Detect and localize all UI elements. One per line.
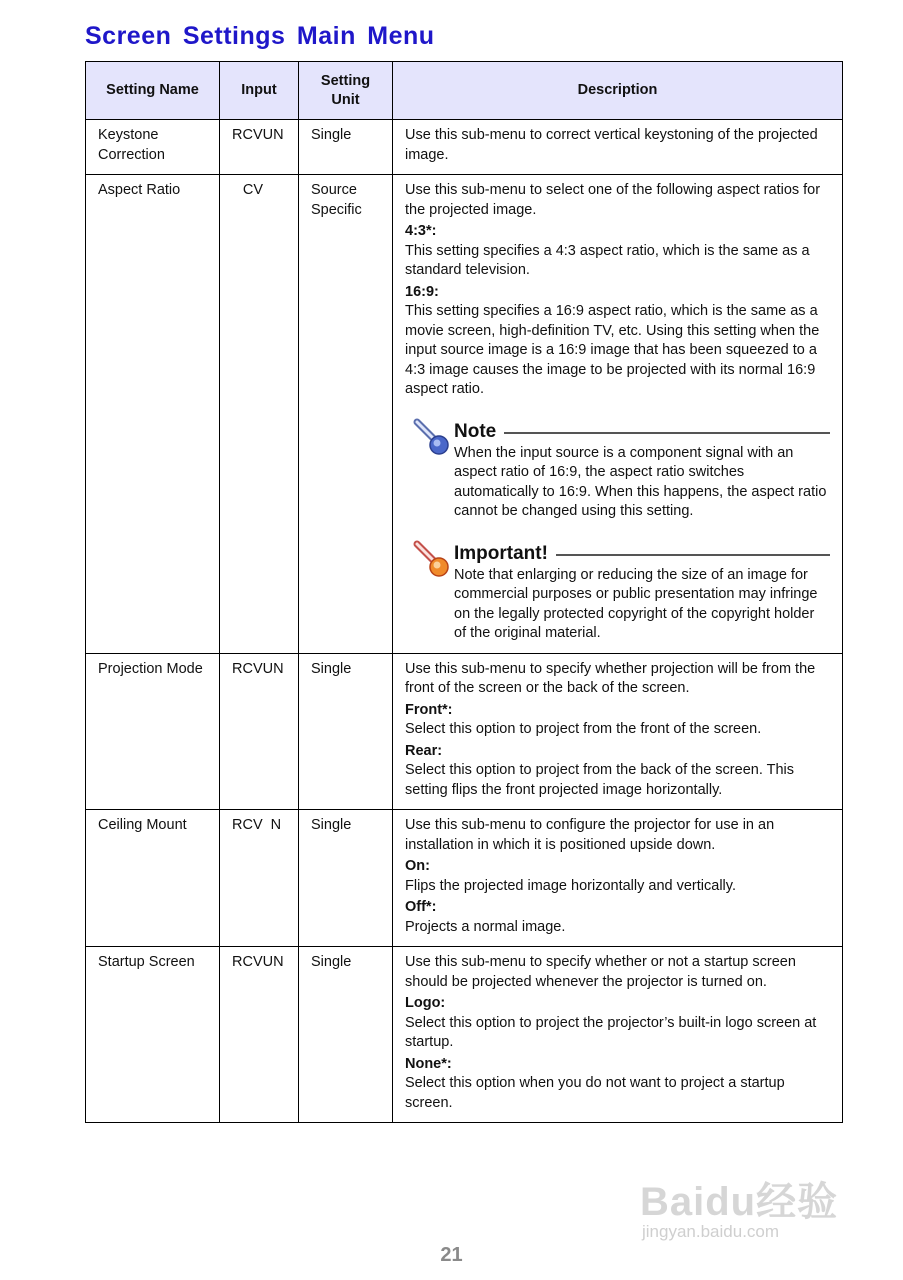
option-text: Select this option to project from the back of the screen. This setting flips the front projected image horizontally. [405, 762, 795, 798]
page-title: Screen Settings Main Menu [85, 22, 435, 50]
settings-table [85, 61, 843, 1123]
setting-input: CV [220, 175, 299, 654]
option-text: Flips the projected image horizontally and vertically. [405, 877, 736, 894]
important-rule [556, 554, 830, 556]
note-box [405, 418, 830, 522]
setting-name: Startup Screen [86, 947, 220, 1123]
table-row [86, 175, 843, 654]
option-label: Front*: [405, 701, 453, 718]
description-intro: Use this sub-menu to select one of the following aspect ratios for the projected image. [405, 182, 821, 218]
option-text: Select this option when you do not want to project a startup screen. [405, 1075, 785, 1111]
table-row [86, 653, 843, 810]
note-rule [504, 432, 830, 434]
note-pencil-icon [411, 418, 451, 458]
note-heading: Note [454, 420, 497, 442]
page-number: 21 [440, 1244, 463, 1266]
watermark [640, 1150, 860, 1250]
setting-unit: Single [299, 120, 393, 175]
table-row [86, 120, 843, 175]
option-label: 4:3*: [405, 223, 437, 239]
important-header [454, 540, 830, 568]
setting-unit: Single [299, 810, 393, 947]
option-label: Rear: [405, 742, 443, 759]
description-intro: Use this sub-menu to specify whether or not a startup screen should be projected whenever the projector is turned on. [405, 954, 796, 990]
description-intro: Use this sub-menu to configure the projector for use in an installation in which it is positioned upside down. [405, 817, 775, 853]
setting-description [393, 175, 843, 654]
setting-description [393, 810, 843, 947]
option-label: Logo: [405, 995, 446, 1011]
important-text: Note that enlarging or reducing the size of an image for commercial purposes or public presentation may infringe on the legally protected copyright of the copyright holder of the original material. [454, 566, 818, 641]
option-text: Projects a normal image. [405, 918, 566, 935]
setting-name: Aspect Ratio [86, 175, 220, 654]
important-heading: Important! [454, 542, 548, 564]
setting-input: RCV N [220, 810, 299, 947]
setting-name: Keystone Correction [86, 120, 220, 175]
setting-input: RCVUN [220, 947, 299, 1123]
setting-input: RCVUN [220, 653, 299, 810]
watermark-brand: Baidu经验 [640, 1180, 839, 1224]
note-text: When the input source is a component signal with an aspect ratio of 16:9, the aspect ratio switches automatically to 16:9. When this happens, the aspect ratio cannot be changed using this setting. [454, 444, 827, 519]
description-intro: Use this sub-menu to correct vertical keystoning of the projected image. [405, 127, 818, 163]
setting-unit: Source Specific [299, 175, 393, 654]
setting-name: Projection Mode [86, 653, 220, 810]
watermark-url: jingyan.baidu.com [642, 1222, 780, 1241]
table-row [86, 947, 843, 1123]
option-text: Select this option to project the projector’s built-in logo screen at startup. [405, 1014, 817, 1050]
option-label: Off*: [405, 899, 437, 915]
setting-unit: Single [299, 947, 393, 1123]
header-input: Input [220, 62, 299, 120]
option-label: 16:9: [405, 283, 439, 300]
table-row [86, 810, 843, 947]
setting-description [393, 947, 843, 1123]
important-pencil-icon [411, 540, 451, 580]
setting-input: RCVUN [220, 120, 299, 175]
option-text: This setting specifies a 16:9 aspect ratio, which is the same as a movie screen, high-definition TV, etc. Using this setting when the input source image is a 16:9 image that has been squeezed to a 4:3 image causes the image to be projected with its normal 16:9 aspect ratio. [405, 303, 820, 397]
header-setting-unit: Setting Unit [299, 62, 393, 120]
option-label: None*: [405, 1055, 452, 1072]
important-box [405, 540, 830, 644]
setting-unit: Single [299, 653, 393, 810]
header-description: Description [393, 62, 843, 120]
description-intro: Use this sub-menu to specify whether projection will be from the front of the screen or the back of the screen. [405, 660, 816, 696]
note-header [454, 418, 830, 446]
setting-description [393, 120, 843, 175]
table-header-row [86, 62, 843, 120]
setting-name: Ceiling Mount [86, 810, 220, 947]
option-text: This setting specifies a 4:3 aspect ratio, which is the same as a standard television. [405, 242, 810, 278]
setting-description [393, 653, 843, 810]
option-label: On: [405, 858, 430, 874]
header-setting-name: Setting Name [86, 62, 220, 120]
option-text: Select this option to project from the front of the screen. [405, 721, 762, 737]
